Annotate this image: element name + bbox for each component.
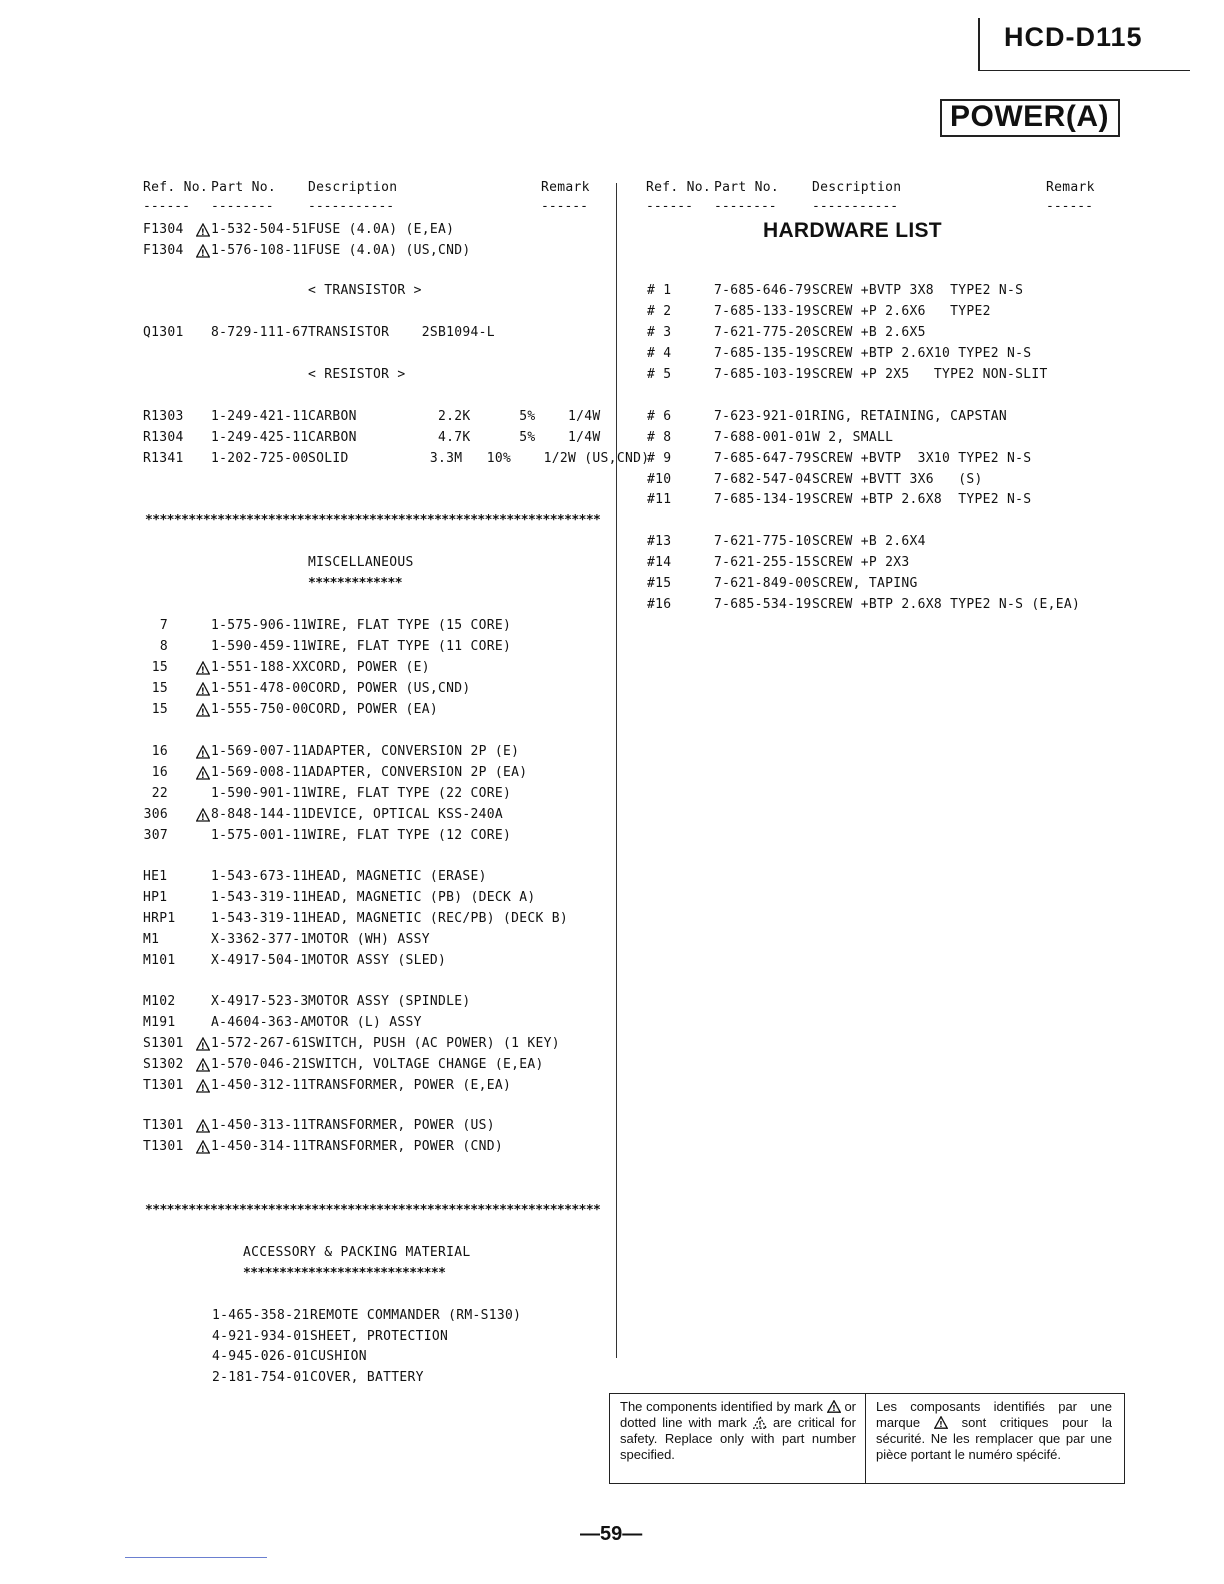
ref-no: # 6 [647, 409, 672, 424]
part-no: 1-551-188-XX [211, 660, 309, 675]
hardware-row [0, 576, 1224, 596]
ref-no: M191 [143, 1015, 176, 1030]
misc-row [0, 765, 1224, 785]
separator-line: *************************************************************** [145, 513, 601, 528]
part-no: 1-450-314-11 [211, 1139, 309, 1154]
ref-no: Q1301 [143, 325, 184, 340]
ref-no: T1301 [143, 1078, 184, 1093]
left-header-remark: Remark [541, 180, 590, 195]
part-no: 7-685-534-19 [714, 597, 812, 612]
part-no: 1-543-319-11 [211, 890, 309, 905]
part-no: 7-621-849-00 [714, 576, 812, 591]
description: FUSE (4.0A) (US,CND) [308, 243, 471, 258]
part-no: 1-202-725-00 [211, 451, 309, 466]
misc-row [0, 1057, 1224, 1077]
svg-text:!: ! [200, 812, 206, 822]
part-no: 1-543-319-11 [211, 911, 309, 926]
warning-triangle-icon [827, 1400, 841, 1413]
misc-row [0, 869, 1224, 889]
description: HEAD, MAGNETIC (ERASE) [308, 869, 487, 884]
description: SCREW +BTP 2.6X8 TYPE2 N-S (E,EA) [812, 597, 1081, 612]
warning-triangle-icon [196, 766, 210, 780]
svg-text:!: ! [200, 1083, 206, 1093]
description: HEAD, MAGNETIC (PB) (DECK A) [308, 890, 536, 905]
part-no: 8-729-111-67 [211, 325, 309, 340]
part-no: 7-688-001-01 [714, 430, 812, 445]
part-no: 4-921-934-01 [212, 1329, 310, 1344]
hardware-row [0, 472, 1224, 492]
hardware-row [0, 555, 1224, 575]
left-header-desc: Description [308, 180, 398, 195]
part-no: 1-555-750-00 [211, 702, 309, 717]
part-no: 7-685-133-19 [714, 304, 812, 319]
notice-en-2: or dotted line with mark [620, 1399, 856, 1430]
description: SCREW +P 2.6X6 TYPE2 [812, 304, 991, 319]
ref-no: 16 [151, 744, 168, 759]
misc-row [0, 618, 1224, 638]
safety-notice-divider [865, 1393, 866, 1484]
hardware-row [0, 597, 1224, 617]
part-no: 1-572-267-61 [211, 1036, 309, 1051]
safety-notice-french [876, 1399, 1112, 1463]
ref-no: #16 [647, 597, 672, 612]
part-no: 1-450-312-11 [211, 1078, 309, 1093]
hardware-row [0, 325, 1224, 345]
description: WIRE, FLAT TYPE (11 CORE) [308, 639, 512, 654]
ref-no: M1 [143, 932, 160, 947]
ref-no: R1304 [143, 430, 184, 445]
misc-row [0, 1118, 1224, 1138]
right-dash-desc: ----------- [812, 199, 899, 214]
svg-text:!: ! [200, 1123, 206, 1133]
description: RING, RETAINING, CAPSTAN [812, 409, 1008, 424]
misc-row [0, 681, 1224, 701]
warning-triangle-icon [196, 703, 210, 717]
description: SHEET, PROTECTION [310, 1329, 449, 1344]
description: CARBON 4.7K 5% 1/4W [308, 430, 601, 445]
description: CUSHION [310, 1349, 367, 1364]
description: MOTOR ASSY (SLED) [308, 953, 447, 968]
ref-no: # 9 [647, 451, 672, 466]
part-no: 7-685-134-19 [714, 492, 812, 507]
misc-row [0, 1036, 1224, 1056]
part-no: 7-685-135-19 [714, 346, 812, 361]
part-no: 7-621-775-20 [714, 325, 812, 340]
notice-fr-2: sont critiques pour la sécurité. [876, 1415, 1112, 1446]
hardware-list-title: HARDWARE LIST [763, 219, 942, 242]
misc-row [0, 911, 1224, 931]
part-no: X-3362-377-1 [211, 932, 309, 947]
part-no: X-4917-523-3 [211, 994, 309, 1009]
left-dash-remark: ------ [541, 199, 588, 214]
warning-triangle-icon [196, 808, 210, 822]
description: SWITCH, VOLTAGE CHANGE (E,EA) [308, 1057, 544, 1072]
ref-no: M101 [143, 953, 176, 968]
right-header-ref: Ref. No. [646, 180, 712, 195]
description: ADAPTER, CONVERSION 2P (E) [308, 744, 520, 759]
description: FUSE (4.0A) (E,EA) [308, 222, 455, 237]
notice-fr-3: Ne les remplacer que par une pièce portant le numéro spécifé. [876, 1431, 1112, 1462]
ref-no: # 1 [647, 283, 672, 298]
part-no: 7-685-647-79 [714, 451, 812, 466]
misc-heading: MISCELLANEOUS [308, 555, 414, 570]
ref-no: HRP1 [143, 911, 176, 926]
hardware-row [0, 346, 1224, 366]
misc-row [0, 890, 1224, 910]
warning-triangle-icon [196, 244, 210, 258]
right-dash-ref: ------ [646, 199, 693, 214]
svg-text:!: ! [200, 1041, 206, 1051]
notice-en-3: are critical for safety. [620, 1415, 856, 1446]
part-no: 1-249-425-11 [211, 430, 309, 445]
part-no: 1-576-108-11 [211, 243, 309, 258]
ref-no: #11 [647, 492, 672, 507]
description: TRANSFORMER, POWER (E,EA) [308, 1078, 512, 1093]
misc-row [0, 1078, 1224, 1098]
misc-row [0, 994, 1224, 1014]
ref-no: R1341 [143, 451, 184, 466]
ref-no: F1304 [143, 222, 184, 237]
hardware-row [0, 304, 1224, 324]
ref-no: 15 [151, 702, 168, 717]
misc-row [0, 786, 1224, 806]
description: SCREW, TAPING [812, 576, 918, 591]
hardware-row [0, 492, 1224, 512]
description: WIRE, FLAT TYPE (15 CORE) [308, 618, 512, 633]
right-header-part: Part No. [714, 180, 780, 195]
description: CORD, POWER (EA) [308, 702, 439, 717]
description: TRANSFORMER, POWER (CND) [308, 1139, 504, 1154]
part-no: 1-249-421-11 [211, 409, 309, 424]
part-no: 1-590-901-11 [211, 786, 309, 801]
ref-no: S1301 [143, 1036, 184, 1051]
fuse-row [0, 222, 1224, 242]
transistor-heading: < TRANSISTOR > [308, 283, 422, 298]
warning-triangle-icon [196, 745, 210, 759]
ref-no: #14 [647, 555, 672, 570]
svg-text:!: ! [200, 1062, 206, 1072]
description: WIRE, FLAT TYPE (22 CORE) [308, 786, 512, 801]
warning-triangle-icon [196, 1140, 210, 1154]
resistor-heading: < RESISTOR > [308, 367, 406, 382]
misc-row [0, 639, 1224, 659]
part-no: 1-532-504-51 [211, 222, 309, 237]
part-no: X-4917-504-1 [211, 953, 309, 968]
part-no: 1-450-313-11 [211, 1118, 309, 1133]
part-no: 7-682-547-04 [714, 472, 812, 487]
hardware-row [0, 283, 1224, 303]
warning-triangle-icon [196, 1119, 210, 1133]
accessory-row [0, 1370, 1224, 1390]
description: COVER, BATTERY [310, 1370, 424, 1385]
description: TRANSFORMER, POWER (US) [308, 1118, 495, 1133]
misc-row [0, 702, 1224, 722]
accessory-row [0, 1308, 1224, 1328]
accessory-row [0, 1329, 1224, 1349]
hardware-row [0, 409, 1224, 429]
warning-triangle-icon [196, 1058, 210, 1072]
part-no: 8-848-144-11 [211, 807, 309, 822]
description: CARBON 2.2K 5% 1/4W [308, 409, 601, 424]
ref-no: 15 [151, 660, 168, 675]
ref-no: 16 [151, 765, 168, 780]
ref-no: # 2 [647, 304, 672, 319]
description: SCREW +BVTP 3X8 TYPE2 N-S [812, 283, 1024, 298]
right-dash-part: -------- [714, 199, 777, 214]
description: SCREW +P 2X3 [812, 555, 910, 570]
left-dash-part: -------- [211, 199, 274, 214]
description: HEAD, MAGNETIC (REC/PB) (DECK B) [308, 911, 569, 926]
svg-text:!: ! [200, 707, 206, 717]
left-header-part: Part No. [211, 180, 277, 195]
page-number: —59— [580, 1523, 643, 1545]
hardware-row [0, 367, 1224, 387]
part-no: 1-543-673-11 [211, 869, 309, 884]
svg-text:!: ! [200, 227, 206, 237]
description: DEVICE, OPTICAL KSS-240A [308, 807, 504, 822]
notice-fr-1: Les composants identifiés par une marque [876, 1399, 1112, 1430]
warning-triangle-icon [934, 1416, 948, 1429]
part-no: 1-575-001-11 [211, 828, 309, 843]
part-no: 1-575-906-11 [211, 618, 309, 633]
left-dash-desc: ----------- [308, 199, 395, 214]
part-no: 2-181-754-01 [212, 1370, 310, 1385]
part-no: 7-685-646-79 [714, 283, 812, 298]
description: SCREW +BTP 2.6X10 TYPE2 N-S [812, 346, 1032, 361]
fuse-row [0, 243, 1224, 263]
accessory-heading: ACCESSORY & PACKING MATERIAL [243, 1245, 471, 1260]
ref-no: 8 [159, 639, 168, 654]
ref-no: # 5 [647, 367, 672, 382]
ref-no: S1302 [143, 1057, 184, 1072]
part-no: 7-623-921-01 [714, 409, 812, 424]
description: CORD, POWER (E) [308, 660, 430, 675]
warning-triangle-icon [196, 1037, 210, 1051]
svg-text:!: ! [200, 665, 206, 675]
svg-text:!: ! [200, 749, 206, 759]
misc-row [0, 660, 1224, 680]
description: CORD, POWER (US,CND) [308, 681, 471, 696]
part-no: 1-551-478-00 [211, 681, 309, 696]
warning-triangle-icon [753, 1416, 767, 1429]
ref-no: 15 [151, 681, 168, 696]
description: TRANSISTOR 2SB1094-L [308, 325, 495, 340]
part-no: 4-945-026-01 [212, 1349, 310, 1364]
ref-no: HP1 [143, 890, 168, 905]
description: SCREW +BVTT 3X6 (S) [812, 472, 983, 487]
ref-no: T1301 [143, 1139, 184, 1154]
description: WIRE, FLAT TYPE (12 CORE) [308, 828, 512, 843]
part-no: 1-590-459-11 [211, 639, 309, 654]
left-dash-ref: ------ [143, 199, 190, 214]
part-no: 7-685-103-19 [714, 367, 812, 382]
right-dash-remark: ------ [1046, 199, 1093, 214]
ref-no: T1301 [143, 1118, 184, 1133]
separator-line-2: *************************************************************** [145, 1203, 601, 1218]
ref-no: 306 [143, 807, 168, 822]
svg-text:!: ! [200, 1144, 206, 1154]
hardware-row [0, 430, 1224, 450]
part-no: 1-569-008-11 [211, 765, 309, 780]
warning-triangle-icon [196, 223, 210, 237]
model-title: HCD-D115 [1004, 22, 1143, 52]
right-header-desc: Description [812, 180, 902, 195]
ref-no: 7 [159, 618, 168, 633]
misc-row [0, 953, 1224, 973]
description: SWITCH, PUSH (AC POWER) (1 KEY) [308, 1036, 560, 1051]
description: SCREW +B 2.6X4 [812, 534, 926, 549]
description: MOTOR (WH) ASSY [308, 932, 430, 947]
warning-triangle-icon [196, 661, 210, 675]
description: ADAPTER, CONVERSION 2P (EA) [308, 765, 528, 780]
part-no: 1-465-358-21 [212, 1308, 310, 1323]
misc-row [0, 828, 1224, 848]
ref-no: # 4 [647, 346, 672, 361]
part-no: 7-621-255-15 [714, 555, 812, 570]
part-no: A-4604-363-A [211, 1015, 309, 1030]
description: SCREW +BTP 2.6X8 TYPE2 N-S [812, 492, 1032, 507]
hardware-row [0, 534, 1224, 554]
part-no: 1-569-007-11 [211, 744, 309, 759]
hardware-row [0, 451, 1224, 471]
description: MOTOR (L) ASSY [308, 1015, 422, 1030]
misc-underline: ************* [308, 576, 402, 591]
description: REMOTE COMMANDER (RM-S130) [310, 1308, 522, 1323]
ref-no: 307 [143, 828, 168, 843]
ref-no: F1304 [143, 243, 184, 258]
description: W 2, SMALL [812, 430, 894, 445]
section-title: POWER(A) [950, 100, 1109, 133]
ref-no: M102 [143, 994, 176, 1009]
warning-triangle-icon [196, 682, 210, 696]
safety-notice-english [620, 1399, 856, 1463]
misc-row [0, 932, 1224, 952]
misc-row [0, 744, 1224, 764]
ref-no: #15 [647, 576, 672, 591]
notice-en-1: The components identified by mark [620, 1399, 823, 1414]
part-no: 7-621-775-10 [714, 534, 812, 549]
right-header-remark: Remark [1046, 180, 1095, 195]
misc-row [0, 1015, 1224, 1035]
description: MOTOR ASSY (SPINDLE) [308, 994, 471, 1009]
part-no: 1-570-046-21 [211, 1057, 309, 1072]
ref-no: R1303 [143, 409, 184, 424]
ref-no: HE1 [143, 869, 168, 884]
notice-en-4: Replace only with part number specified. [620, 1431, 856, 1462]
ref-no: #13 [647, 534, 672, 549]
footer-rule [125, 1557, 267, 1558]
description: SCREW +BVTP 3X10 TYPE2 N-S [812, 451, 1032, 466]
ref-no: #10 [647, 472, 672, 487]
description: SCREW +B 2.6X5 [812, 325, 926, 340]
misc-row [0, 807, 1224, 827]
description: SOLID 3.3M 10% 1/2W (US,CND) [308, 451, 650, 466]
svg-text:!: ! [200, 686, 206, 696]
ref-no: # 8 [647, 430, 672, 445]
svg-text:!: ! [200, 248, 206, 258]
misc-row [0, 1139, 1224, 1159]
ref-no: # 3 [647, 325, 672, 340]
left-header-ref: Ref. No. [143, 180, 209, 195]
svg-text:!: ! [939, 1420, 943, 1429]
svg-text:!: ! [200, 770, 206, 780]
warning-triangle-icon [196, 1079, 210, 1093]
svg-text:!: ! [758, 1420, 762, 1429]
svg-text:!: ! [831, 1404, 836, 1413]
ref-no: 22 [151, 786, 168, 801]
accessory-underline: **************************** [243, 1266, 446, 1281]
accessory-row [0, 1349, 1224, 1369]
description: SCREW +P 2X5 TYPE2 NON-SLIT [812, 367, 1048, 382]
